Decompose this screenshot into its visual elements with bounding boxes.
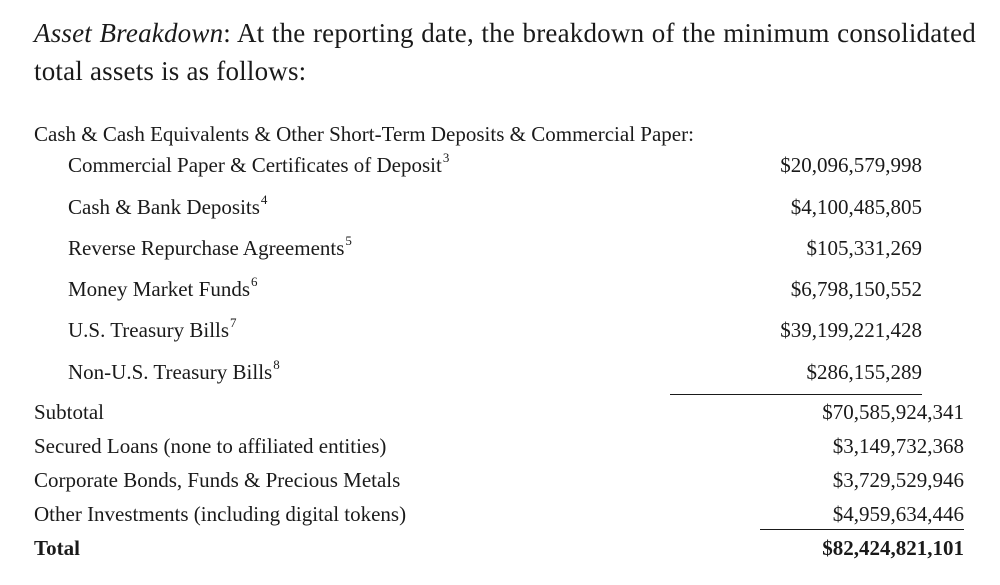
footnote-marker: 6 <box>251 274 258 289</box>
row-value: $70,585,924,341 <box>822 400 964 424</box>
table-row <box>68 150 922 180</box>
table-row <box>68 192 922 222</box>
row-label <box>68 192 267 222</box>
row-label: Other Investments (including digital tokens) <box>34 502 407 526</box>
table-row <box>68 357 922 387</box>
row-value: $39,199,221,428 <box>780 318 922 342</box>
footnote-marker: 7 <box>230 315 237 330</box>
row-label <box>68 274 258 304</box>
footnote-marker: 3 <box>442 150 450 165</box>
footnote-marker: 5 <box>345 233 352 248</box>
table-row <box>68 315 922 345</box>
intro-paragraph <box>34 14 976 90</box>
row-value: $105,331,269 <box>806 236 922 260</box>
table-row <box>68 233 922 263</box>
table-row <box>34 465 964 495</box>
row-label <box>68 150 449 180</box>
section-heading: Cash & Cash Equivalents & Other Short-Term Deposits & Commercial Paper: <box>34 122 694 146</box>
intro-text: : At the reporting date, the breakdown of the minimum consolidated total assets is as follows: <box>34 18 976 86</box>
total-rule <box>760 529 964 530</box>
row-label-text: U.S. Treasury Bills <box>68 318 230 342</box>
row-label <box>68 357 280 387</box>
table-row <box>34 499 964 529</box>
row-value: $20,096,579,998 <box>780 153 922 177</box>
row-label: Total <box>34 536 80 560</box>
row-label-text: Commercial Paper & Certificates of Deposit <box>68 153 442 177</box>
row-label-text: Reverse Repurchase Agreements <box>68 236 345 260</box>
footnote-marker: 4 <box>260 192 268 207</box>
row-value: $6,798,150,552 <box>790 277 922 301</box>
table-row <box>68 274 922 304</box>
subtotal-rule <box>670 394 922 395</box>
row-label <box>68 233 352 263</box>
row-label <box>68 315 237 345</box>
table-row <box>34 431 964 461</box>
row-label: Corporate Bonds, Funds & Precious Metals <box>34 468 401 492</box>
row-value: $4,100,485,805 <box>790 195 922 219</box>
row-label-text: Non-U.S. Treasury Bills <box>68 360 273 384</box>
row-value: $286,155,289 <box>806 360 922 384</box>
row-value: $4,959,634,446 <box>832 502 964 526</box>
total-row <box>34 533 964 563</box>
row-value: $3,729,529,946 <box>832 468 964 492</box>
row-value: $82,424,821,101 <box>822 536 964 560</box>
subtotal-row <box>34 397 964 427</box>
row-label-text: Money Market Funds <box>68 277 250 301</box>
footnote-marker: 8 <box>273 357 280 372</box>
row-label-text: Cash & Bank Deposits <box>68 195 260 219</box>
row-label: Secured Loans (none to affiliated entities) <box>34 434 387 458</box>
intro-lead: Asset Breakdown <box>34 18 224 48</box>
row-value: $3,149,732,368 <box>832 434 964 458</box>
row-label: Subtotal <box>34 400 105 424</box>
